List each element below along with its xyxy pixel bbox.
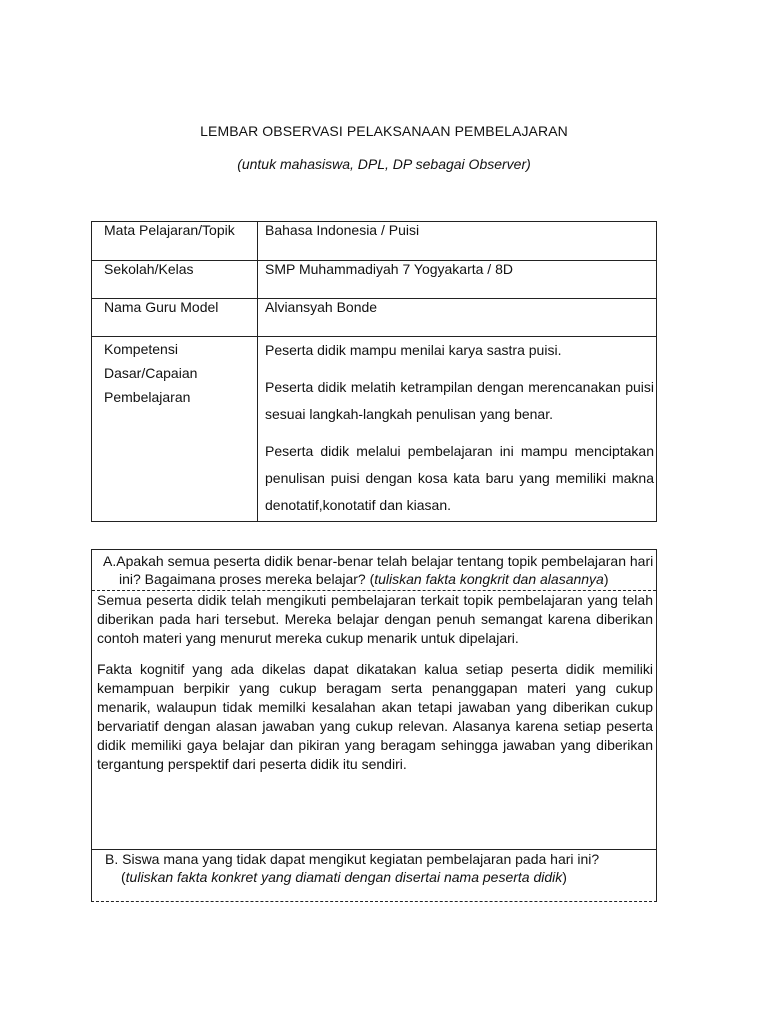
question-a-plain: ini? Bagaimana proses mereka belajar? ( bbox=[119, 571, 375, 587]
competency-label-line: Dasar/Capaian bbox=[104, 365, 198, 381]
question-a-text-cont bbox=[119, 571, 609, 587]
subject-value: Bahasa Indonesia / Puisi bbox=[258, 222, 657, 261]
table-row-teacher bbox=[92, 299, 657, 337]
competency-label bbox=[92, 337, 258, 522]
competency-label-line: Kompetensi bbox=[104, 341, 178, 357]
subject-label: Mata Pelajaran/Topik bbox=[92, 222, 258, 261]
question-b-instruction-line bbox=[121, 869, 567, 885]
table-row-competency bbox=[92, 337, 657, 522]
page-title: LEMBAR OBSERVASI PELAKSANAAN PEMBELAJARAN bbox=[200, 123, 568, 139]
question-b-open: ( bbox=[121, 869, 126, 885]
question-b bbox=[92, 849, 656, 902]
school-label: Sekolah/Kelas bbox=[92, 261, 258, 299]
question-b-close: ) bbox=[562, 869, 567, 885]
question-a-close: ) bbox=[603, 571, 609, 587]
answer-paragraph: Semua peserta didik telah mengikuti pembelajaran terkait topik pembelajaran yang telah diberikan pada hari tersebut. Mereka belajar dengan penuh semangat karena diberikan contoh materi yang menurut mereka cukup menarik untuk dipelajari. bbox=[97, 592, 653, 646]
teacher-label: Nama Guru Model bbox=[92, 299, 258, 337]
competency-item: Peserta didik mampu menilai karya sastra puisi. bbox=[265, 342, 562, 358]
table-row-school bbox=[92, 261, 657, 299]
page-subtitle: (untuk mahasiswa, DPL, DP sebagai Observer) bbox=[237, 156, 531, 172]
question-a-answer bbox=[97, 591, 653, 774]
info-table bbox=[91, 221, 657, 522]
question-a-header bbox=[92, 550, 656, 591]
answer-paragraph: Fakta kognitif yang ada dikelas dapat dikatakan kalua setiap peserta didik memiliki kemampuan berpikir yang cukup beragam serta penanggapan materi yang cukup menarik, walaupun tidak memilki kesalahan akan tetapi jawaban yang diberikan cukup bervariatif dengan alasan jawaban yang cukup relevan. Alasanya karena setiap peserta didik memiliki gaya belajar dan pikiran yang beragam sehingga jawaban yang diberikan tergantung perspektif dari peserta didik itu sendiri. bbox=[97, 661, 653, 772]
school-value: SMP Muhammadiyah 7 Yogyakarta / 8D bbox=[258, 261, 657, 299]
table-row-subject bbox=[92, 222, 657, 261]
competency-label-line: Pembelajaran bbox=[104, 389, 191, 405]
question-a-text: A.Apakah semua peserta didik benar-benar telah belajar tentang topik pembelajaran hari bbox=[103, 553, 654, 569]
question-a-instruction: tuliskan fakta kongkrit dan alasannya bbox=[374, 571, 604, 587]
competency-item: Peserta didik melalui pembelajaran ini mampu menciptakan penulisan puisi dengan kosa kata baru yang memiliki makna denotatif,konotatif dan kiasan. bbox=[265, 443, 654, 513]
observation-question-box bbox=[91, 549, 657, 901]
question-b-text: B. Siswa mana yang tidak dapat mengikut kegiatan pembelajaran pada hari ini? bbox=[105, 851, 600, 867]
competency-value bbox=[258, 337, 657, 522]
competency-item: Peserta didik melatih ketrampilan dengan merencanakan puisi sesuai langkah-langkah penulisan yang benar. bbox=[265, 379, 654, 422]
teacher-value: Alviansyah Bonde bbox=[258, 299, 657, 337]
question-b-dashed-divider bbox=[91, 901, 657, 902]
question-b-instruction: tuliskan fakta konkret yang diamati dengan disertai nama peserta didik bbox=[125, 869, 563, 885]
